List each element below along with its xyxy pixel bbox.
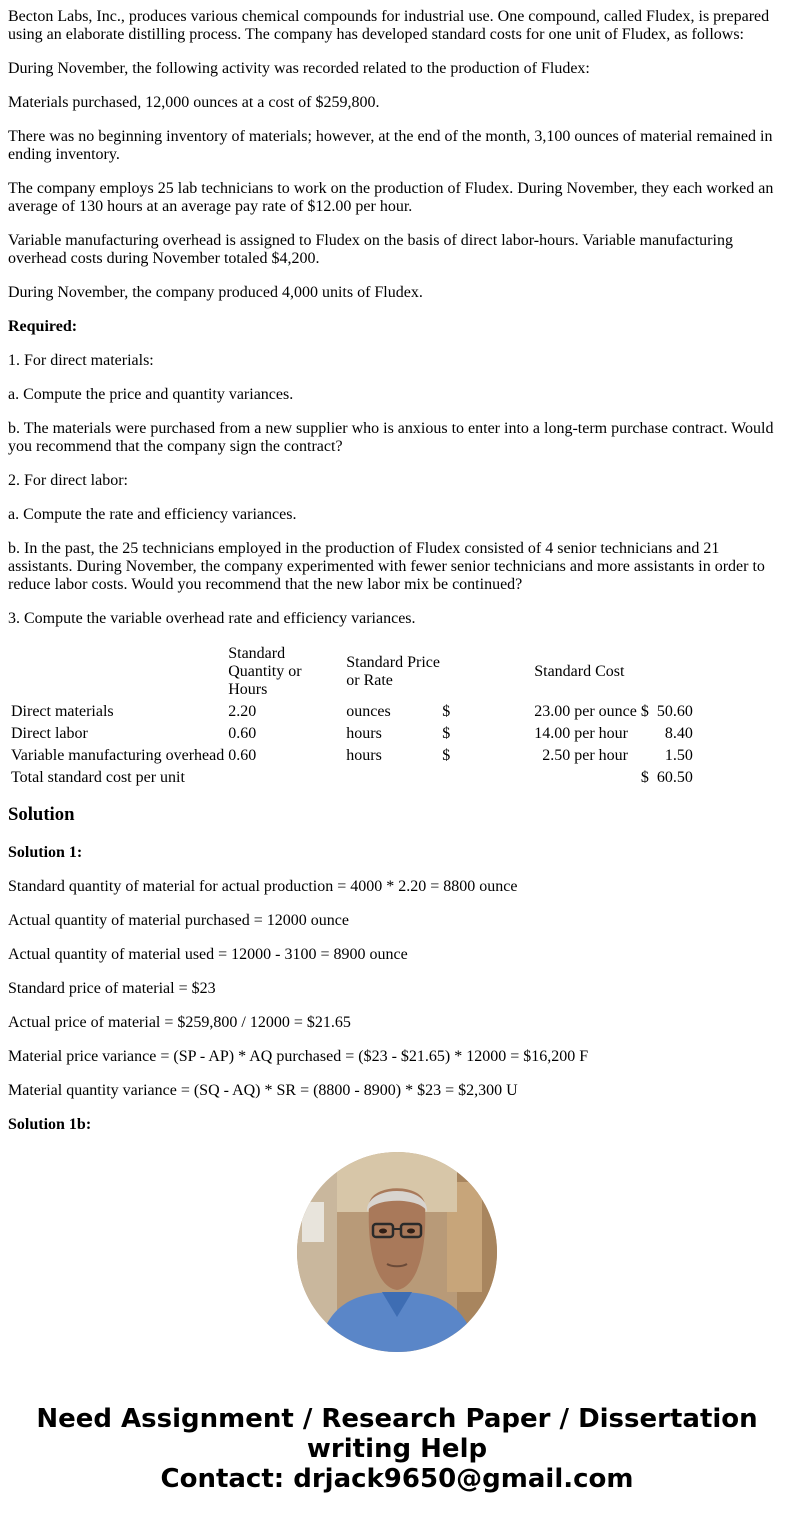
row-quantity: 2.20 bbox=[228, 703, 257, 720]
row-dollar-sign: $ bbox=[442, 703, 451, 720]
row-quantity: 0.60 bbox=[228, 725, 257, 742]
inventory-paragraph: There was no beginning inventory of materials; however, at the end of the month, 3,100 ounces of material remained in ending inventory. bbox=[8, 128, 773, 163]
total-cost: 60.50 bbox=[656, 769, 693, 786]
solution-line: Actual quantity of material used = 12000 - 3100 = 8900 ounce bbox=[8, 946, 408, 963]
row-label: Variable manufacturing overhead bbox=[11, 747, 225, 764]
table-row bbox=[10, 724, 694, 744]
solution-line: Material quantity variance = (SQ - AQ) * SR = (8800 - 8900) * $23 = $2,300 U bbox=[8, 1082, 518, 1099]
solution-line: Actual quantity of material purchased = 12000 ounce bbox=[8, 912, 349, 929]
total-spacer bbox=[345, 768, 638, 788]
overhead-paragraph: Variable manufacturing overhead is assigned to Fludex on the basis of direct labor-hours. Variable manufacturing overhead costs during November totaled $4,200. bbox=[8, 232, 733, 267]
table-row bbox=[10, 746, 694, 766]
row-label: Direct labor bbox=[11, 725, 88, 742]
intro-paragraph: Becton Labs, Inc., produces various chemical compounds for industrial use. One compound, called Fludex, is prepared using an elaborate distilling process. The company has developed standard costs for one unit of Fludex, as follows: bbox=[8, 8, 770, 43]
required-item: a. Compute the price and quantity variances. bbox=[8, 386, 294, 403]
solution-line: Standard price of material = $23 bbox=[8, 980, 216, 997]
row-label: Direct materials bbox=[11, 703, 114, 720]
row-cost: 50.60 bbox=[656, 703, 693, 720]
author-portrait-icon bbox=[297, 1152, 497, 1352]
row-cost: 8.40 bbox=[664, 725, 693, 742]
required-item: 3. Compute the variable overhead rate and efficiency variances. bbox=[8, 610, 416, 627]
row-dollar-sign: $ bbox=[442, 747, 451, 764]
production-paragraph: During November, the company produced 4,000 units of Fludex. bbox=[8, 284, 423, 301]
required-item: 1. For direct materials: bbox=[8, 352, 154, 369]
row-currency: $ bbox=[640, 703, 649, 720]
row-price: 14.00 bbox=[534, 725, 571, 742]
total-currency: $ bbox=[640, 769, 649, 786]
header-standard-price-text: Standard Price or Rate bbox=[346, 654, 440, 689]
row-currency bbox=[640, 746, 650, 766]
promo-banner bbox=[0, 1404, 794, 1494]
promo-line: Need Assignment / Research Paper / Dissertation bbox=[36, 1404, 758, 1434]
activity-paragraph: During November, the following activity was recorded related to the production of Fludex: bbox=[8, 60, 590, 77]
row-dollar-sign: $ bbox=[442, 725, 451, 742]
required-item: b. In the past, the 25 technicians employed in the production of Fludex consisted of 4 senior technicians and 21 assistants. During November, the company experimented with fewer senior technicians and more assistants in order to reduce labor costs. Would you recommend that the new labor mix be continued? bbox=[8, 540, 765, 593]
row-cost: 1.50 bbox=[664, 747, 693, 764]
row-per-unit: per ounce bbox=[574, 703, 637, 720]
solution-heading: Solution bbox=[8, 804, 75, 825]
solution-1-heading: Solution 1: bbox=[8, 844, 83, 861]
materials-paragraph: Materials purchased, 12,000 ounces at a cost of $259,800. bbox=[8, 94, 380, 111]
row-unit: hours bbox=[346, 725, 382, 742]
promo-contact: Contact: drjack9650@gmail.com bbox=[160, 1464, 634, 1494]
row-per-unit: per hour bbox=[574, 725, 628, 742]
required-heading: Required: bbox=[8, 318, 78, 335]
solution-line: Standard quantity of material for actual production = 4000 * 2.20 = 8800 ounce bbox=[8, 878, 518, 895]
row-price: 2.50 bbox=[542, 747, 571, 764]
header-standard-price bbox=[345, 644, 531, 700]
solution-line: Actual price of material = $259,800 / 12000 = $21.65 bbox=[8, 1014, 351, 1031]
row-price: 23.00 bbox=[534, 703, 571, 720]
required-item: a. Compute the rate and efficiency variances. bbox=[8, 506, 297, 523]
required-item: 2. For direct labor: bbox=[8, 472, 128, 489]
header-standard-cost: Standard Cost bbox=[534, 663, 625, 680]
author-avatar bbox=[297, 1152, 497, 1352]
solution-1b-heading: Solution 1b: bbox=[8, 1116, 92, 1133]
total-label: Total standard cost per unit bbox=[11, 769, 185, 786]
table-header-row bbox=[10, 644, 694, 700]
row-quantity: 0.60 bbox=[228, 747, 257, 764]
promo-line: writing Help bbox=[306, 1434, 488, 1464]
row-unit: ounces bbox=[346, 703, 391, 720]
header-standard-quantity: Standard Quantity or Hours bbox=[228, 645, 302, 698]
solution-line: Material price variance = (SP - AP) * AQ purchased = ($23 - $21.65) * 12000 = $16,200 F bbox=[8, 1048, 589, 1065]
row-unit: hours bbox=[346, 747, 382, 764]
row-currency bbox=[640, 724, 650, 744]
header-blank bbox=[10, 644, 225, 700]
required-item: b. The materials were purchased from a new supplier who is anxious to enter into a long-term purchase contract. Would you recommend that the company sign the contract? bbox=[8, 420, 774, 455]
table-row bbox=[10, 702, 694, 722]
table-total-row bbox=[10, 768, 694, 788]
row-per-unit: per hour bbox=[574, 747, 628, 764]
standard-cost-table bbox=[8, 642, 696, 790]
labor-paragraph: The company employs 25 lab technicians to work on the production of Fludex. During November, they each worked an average of 130 hours at an average pay rate of $12.00 per hour. bbox=[8, 180, 774, 215]
